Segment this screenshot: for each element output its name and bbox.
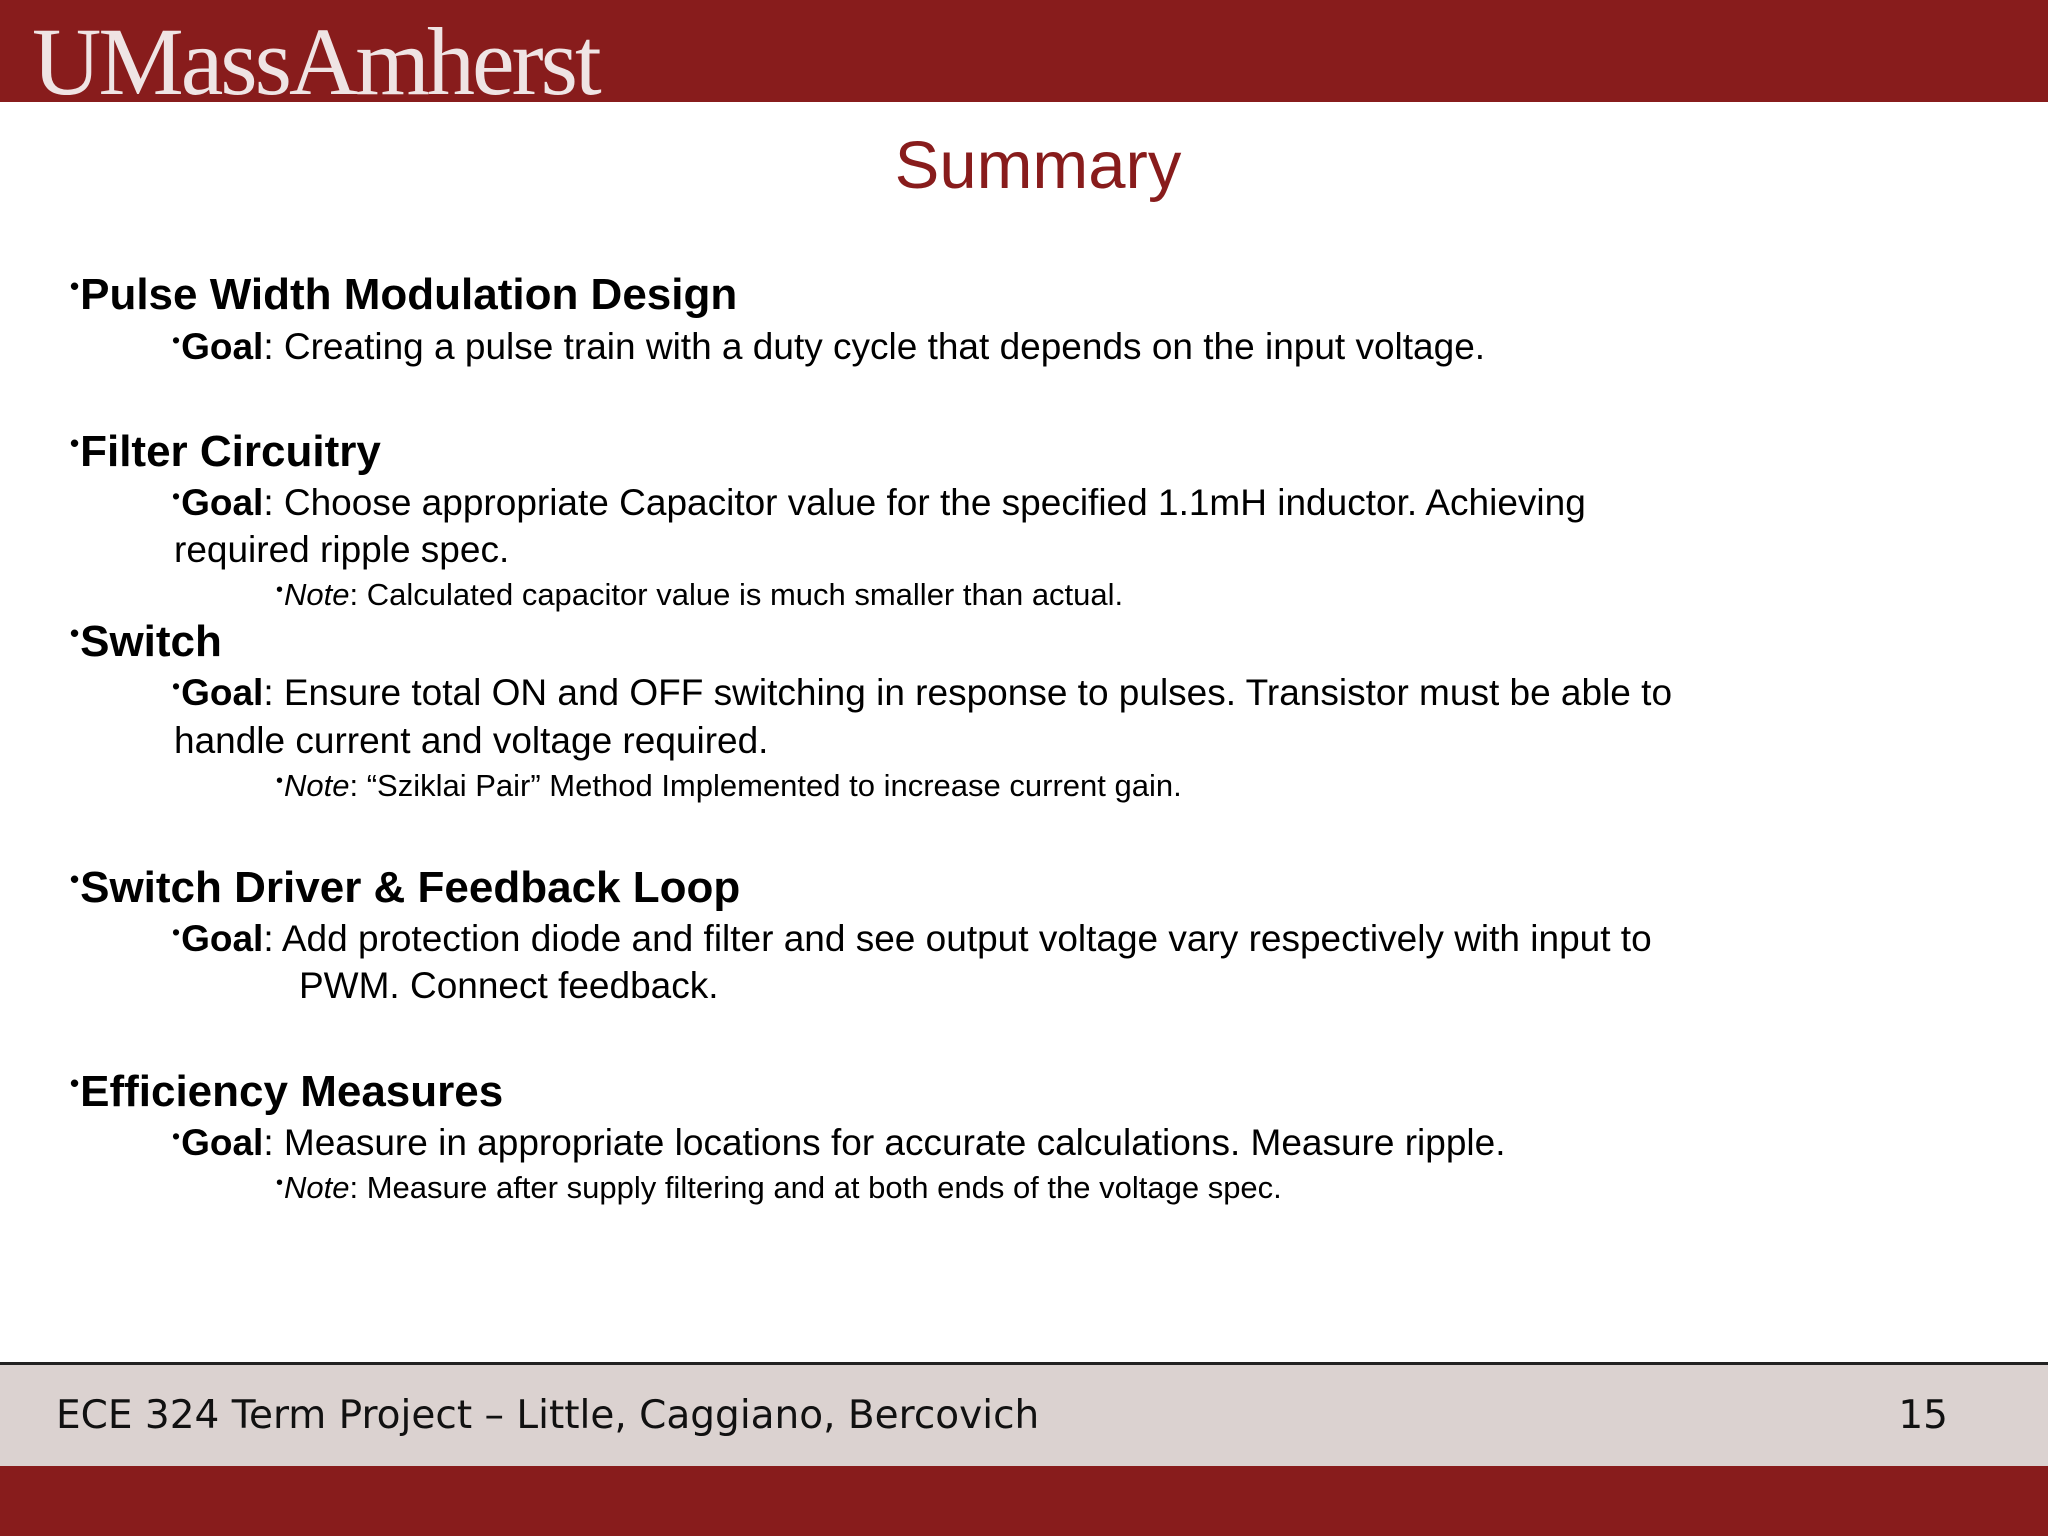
goal-text: : Ensure total ON and OFF switching in response to pulses. Transistor must be able to <box>263 672 1673 713</box>
bullet-switch <box>70 617 222 667</box>
bullet-efficiency-measures <box>70 1067 503 1117</box>
bullet-icon: • <box>172 919 181 945</box>
filter-goal-continued: required ripple spec. <box>174 529 510 570</box>
note-label: Note <box>284 577 350 612</box>
goal-label: Goal <box>181 918 264 959</box>
efficiency-goal <box>172 1122 1506 1164</box>
bullet-icon: • <box>172 673 181 699</box>
switch-goal-continued: handle current and voltage required. <box>174 720 769 761</box>
switch-goal <box>172 672 1672 714</box>
bullet-icon: • <box>70 618 80 648</box>
note-label: Note <box>284 1170 350 1205</box>
section-heading: Efficiency Measures <box>80 1067 504 1116</box>
umass-amherst-logo: UMassAmherst <box>32 8 599 102</box>
efficiency-note <box>276 1170 1282 1206</box>
driver-goal-continued: PWM. Connect feedback. <box>299 965 719 1006</box>
footer <box>0 1365 2048 1466</box>
note-label: Note <box>284 768 350 803</box>
switch-note <box>276 768 1182 804</box>
filter-note <box>276 577 1123 613</box>
footer-text: ECE 324 Term Project – Little, Caggiano, Bercovich <box>56 1393 1040 1438</box>
bullet-switch-driver-feedback <box>70 863 740 913</box>
bullet-icon: • <box>172 1123 181 1149</box>
goal-label: Goal <box>181 326 264 367</box>
bottom-bar <box>0 1466 2048 1536</box>
bullet-icon: • <box>70 1068 80 1098</box>
page-number: 15 <box>1898 1393 1948 1438</box>
bullet-icon: • <box>70 864 80 894</box>
bullet-icon: • <box>172 483 181 509</box>
bullet-icon: • <box>172 327 181 353</box>
bullet-icon: • <box>276 579 284 601</box>
note-text: : “Sziklai Pair” Method Implemented to increase current gain. <box>349 768 1182 803</box>
bullet-icon: • <box>276 770 284 792</box>
section-heading: Filter Circuitry <box>80 427 381 476</box>
bullet-filter-circuitry <box>70 427 381 477</box>
filter-goal <box>172 482 1586 524</box>
goal-text: : Add protection diode and filter and see output voltage vary respectively with input to <box>263 918 1652 959</box>
bullet-icon: • <box>70 428 80 458</box>
bullet-icon: • <box>276 1172 284 1194</box>
driver-goal <box>172 918 1652 960</box>
slide-title: Summary <box>894 128 1182 203</box>
bullet-pwm-design <box>70 270 737 320</box>
goal-text: : Choose appropriate Capacitor value for the specified 1.1mH inductor. Achieving <box>263 482 1586 523</box>
goal-text: : Creating a pulse train with a duty cycle that depends on the input voltage. <box>263 326 1486 367</box>
section-heading: Switch Driver & Feedback Loop <box>80 863 741 912</box>
note-text: : Measure after supply filtering and at both ends of the voltage spec. <box>349 1170 1282 1205</box>
header-bar <box>0 0 2048 102</box>
goal-text: : Measure in appropriate locations for accurate calculations. Measure ripple. <box>263 1122 1506 1163</box>
note-text: : Calculated capacitor value is much smaller than actual. <box>349 577 1124 612</box>
pwm-goal <box>172 326 1485 368</box>
goal-label: Goal <box>181 1122 264 1163</box>
section-heading: Switch <box>80 617 222 666</box>
goal-label: Goal <box>181 672 264 713</box>
bullet-icon: • <box>70 271 80 301</box>
goal-label: Goal <box>181 482 264 523</box>
section-heading: Pulse Width Modulation Design <box>80 270 738 319</box>
